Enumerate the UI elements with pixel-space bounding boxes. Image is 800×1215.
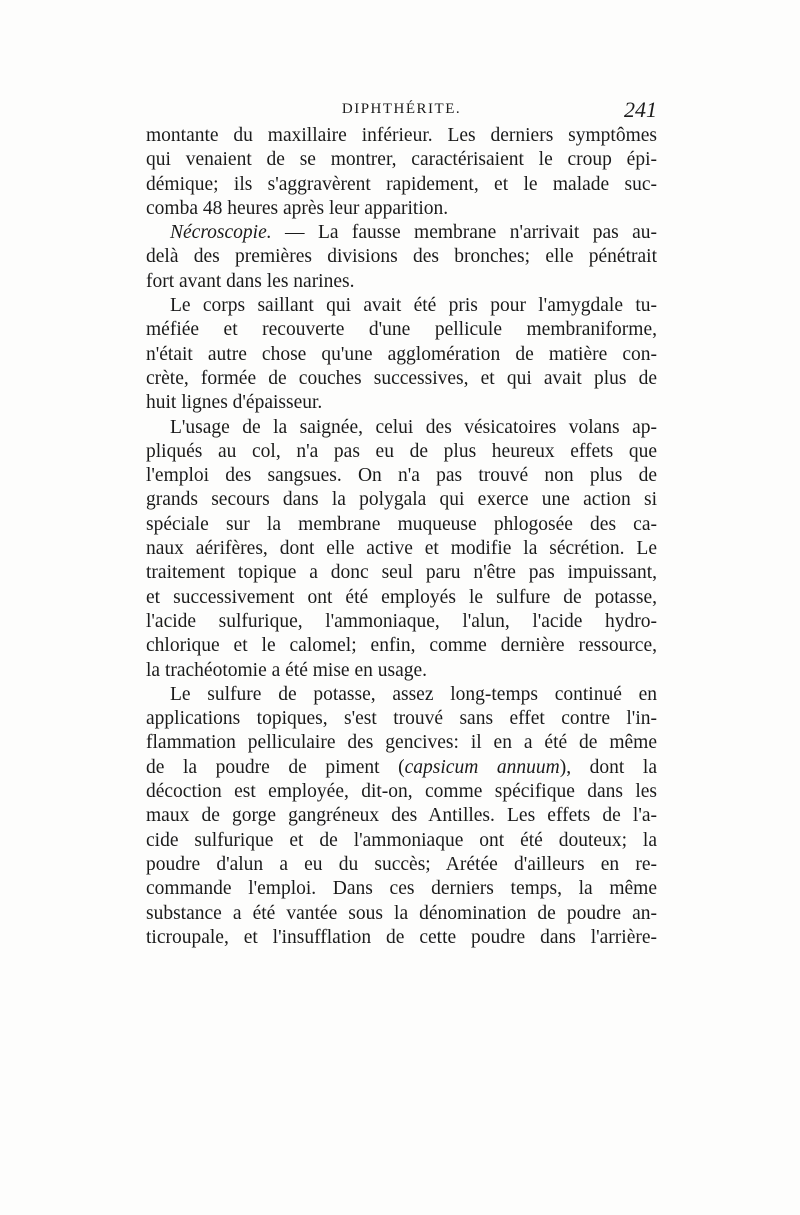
running-title: DIPHTHÉRITE.: [341, 101, 462, 117]
text-line: delà des premières divisions des bronches; elle pénétrait: [146, 246, 657, 268]
text-line: L'usage de la saignée, celui des vésicatoires volans ap-: [170, 416, 657, 438]
text-line: substance a été vantée sous la dénomination de poudre an-: [146, 902, 657, 924]
necroscopie-text: La fausse membrane n'arrivait pas au-: [317, 222, 657, 244]
text-line: Le corps saillant qui avait été pris pour l'amygdale tu-: [170, 295, 657, 317]
text-line: Le sulfure de potasse, assez long-temps continué en: [170, 683, 657, 705]
text-line: applications topiques, s'est trouvé sans effet contre l'in-: [146, 708, 657, 730]
text-line: grands secours dans la polygala qui exerce une action si: [146, 489, 657, 511]
necroscopie-label: Nécroscopie.: [170, 222, 272, 244]
text-line: poudre d'alun a eu du succès; Arétée d'ailleurs en re-: [146, 853, 657, 875]
necroscopie-dash: —: [271, 222, 318, 244]
page-header: [146, 97, 657, 125]
body-text: [146, 124, 657, 950]
text-line: pliqués au col, n'a pas eu de plus heureux effets que: [146, 440, 657, 462]
page-number: 241: [624, 97, 657, 122]
text-line: commande l'emploi. Dans ces derniers temps, la même: [146, 878, 657, 900]
text-line: cide sulfurique et de l'ammoniaque ont été douteux; la: [146, 829, 657, 851]
text-line: naux aérifères, dont elle active et modifie la sécrétion. Le: [146, 538, 657, 560]
text-line: la trachéotomie a été mise en usage.: [146, 659, 427, 681]
text-line: méfiée et recouverte d'une pellicule membraniforme,: [146, 319, 657, 341]
text-line: qui venaient de se montrer, caractérisaient le croup épi-: [146, 149, 657, 171]
text-line: n'était autre chose qu'une agglomération de matière con-: [146, 343, 657, 365]
piment-text-after: ), dont la: [559, 756, 658, 778]
text-line: et successivement ont été employés le sulfure de potasse,: [146, 586, 657, 608]
text-line: maux de gorge gangréneux des Antilles. Les effets de l'a-: [146, 805, 657, 827]
text-line: flammation pelliculaire des gencives: il en a été de même: [146, 732, 657, 754]
text-line: décoction est employée, dit-on, comme spécifique dans les: [146, 781, 657, 803]
text-line: huit lignes d'épaisseur.: [146, 392, 323, 414]
text-line: traitement topique a donc seul paru n'être pas impuissant,: [146, 562, 657, 584]
text-line: spéciale sur la membrane muqueuse phlogosée des ca-: [146, 513, 657, 535]
text-line: l'emploi des sangsues. On n'a pas trouvé non plus de: [146, 465, 657, 487]
text-line: montante du maxillaire inférieur. Les derniers symptômes: [146, 125, 657, 146]
text-line: l'acide sulfurique, l'ammoniaque, l'alun, l'acide hydro-: [146, 610, 657, 632]
text-line: démique; ils s'aggravèrent rapidement, et le malade suc-: [146, 173, 657, 195]
text-line: chlorique et le calomel; enfin, comme dernière ressource,: [146, 635, 657, 657]
piment-latin-name: capsicum annuum: [404, 756, 560, 778]
text-line: crète, formée de couches successives, et qui avait plus de: [146, 367, 657, 389]
text-line: comba 48 heures après leur apparition.: [146, 197, 449, 219]
text-line: [146, 221, 657, 245]
text-line: ticroupale, et l'insufflation de cette poudre dans l'arrière-: [146, 926, 657, 948]
text-line: [146, 756, 657, 780]
text-line: fort avant dans les narines.: [146, 270, 355, 292]
piment-text-before: de la poudre de piment (: [146, 756, 405, 778]
